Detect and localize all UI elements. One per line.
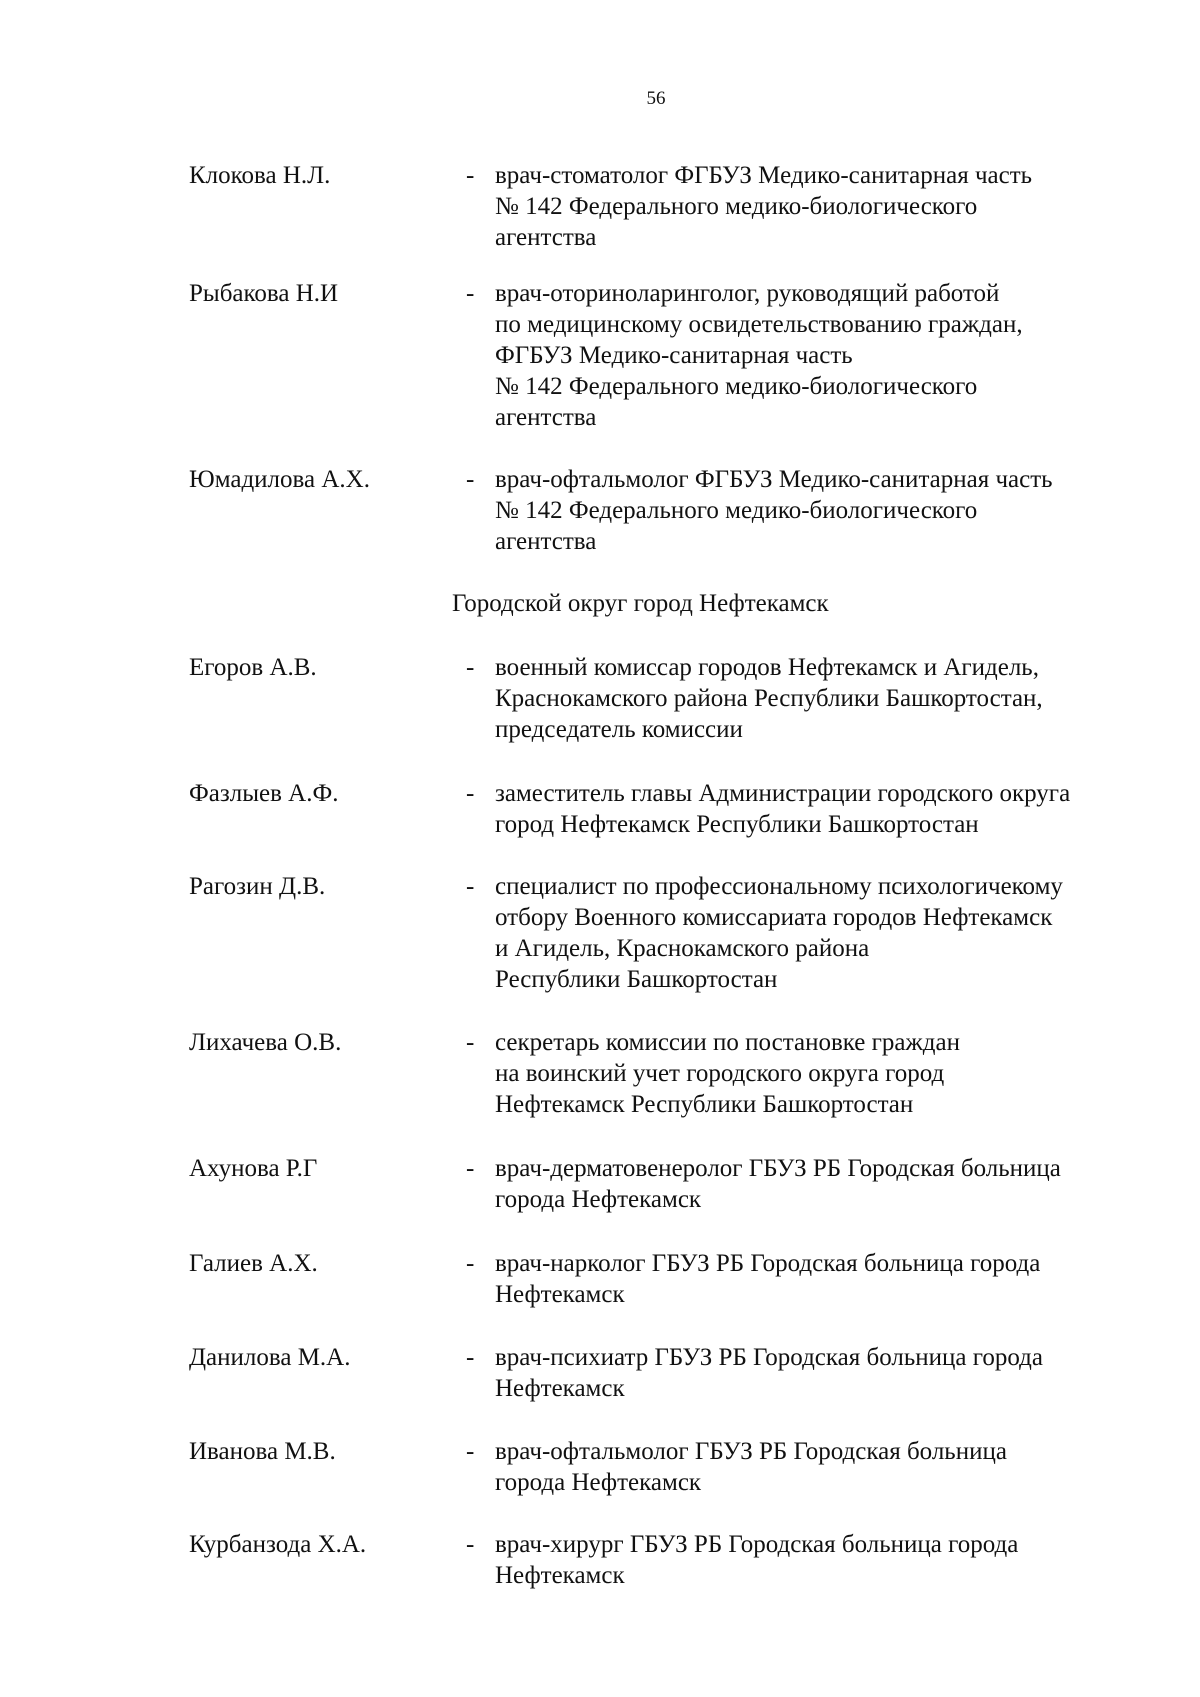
position-line: агентства: [495, 528, 597, 555]
position-line: отбору Военного комиссариата городов Нефтекамск: [495, 904, 1053, 931]
member-position: [495, 1248, 1175, 1310]
entry-dash: -: [466, 466, 475, 493]
position-line: Краснокамского района Республики Башкортостан,: [495, 685, 1043, 712]
member-position: [495, 1529, 1175, 1591]
page-number: 56: [646, 88, 666, 109]
position-line: города Нефтекамск: [495, 1186, 702, 1213]
position-line: № 142 Федерального медико-биологического: [495, 497, 978, 524]
member-name: Егоров А.В.: [189, 654, 317, 681]
position-line: Республики Башкортостан: [495, 966, 778, 993]
position-line: и Агидель, Краснокамского района: [495, 935, 870, 962]
entry-dash: -: [466, 1344, 475, 1371]
member-position: [495, 1436, 1175, 1498]
entry-dash: -: [466, 280, 475, 307]
member-name: Рыбакова Н.И: [189, 280, 339, 307]
position-line: № 142 Федерального медико-биологического: [495, 373, 978, 400]
entry-dash: -: [466, 780, 475, 807]
entry-dash: -: [466, 654, 475, 681]
member-position: [495, 1342, 1175, 1404]
position-line: врач-оториноларинголог, руководящий работой: [495, 280, 1000, 307]
entry-dash: -: [466, 1029, 475, 1056]
position-line: агентства: [495, 224, 597, 251]
position-line: ФГБУЗ Медико-санитарная часть: [495, 342, 853, 369]
member-name: Фазлыев А.Ф.: [189, 780, 339, 807]
member-name: Клокова Н.Л.: [189, 162, 331, 189]
position-line: Нефтекамск: [495, 1562, 625, 1589]
member-name: Ахунова Р.Г: [189, 1155, 318, 1182]
member-position: [495, 278, 1175, 433]
member-position: [495, 871, 1175, 995]
member-name: Рагозин Д.В.: [189, 873, 326, 900]
member-position: [495, 160, 1175, 253]
member-position: [495, 778, 1175, 840]
position-line: Нефтекамск: [495, 1375, 625, 1402]
position-line: врач-психиатр ГБУЗ РБ Городская больница города: [495, 1344, 1043, 1371]
position-line: секретарь комиссии по постановке граждан: [495, 1029, 960, 1056]
member-name: Галиев А.Х.: [189, 1250, 318, 1277]
entry-dash: -: [466, 1250, 475, 1277]
position-line: по медицинскому освидетельствованию граждан,: [495, 311, 1023, 338]
entry-dash: -: [466, 1155, 475, 1182]
position-line: города Нефтекамск: [495, 1469, 702, 1496]
position-line: Нефтекамск Республики Башкортостан: [495, 1091, 914, 1118]
position-line: врач-хирург ГБУЗ РБ Городская больница города: [495, 1531, 1019, 1558]
position-line: врач-офтальмолог ГБУЗ РБ Городская больница: [495, 1438, 1007, 1465]
position-line: военный комиссар городов Нефтекамск и Агидель,: [495, 654, 1039, 681]
member-name: Курбанзода Х.А.: [189, 1531, 367, 1558]
member-position: [495, 464, 1175, 557]
member-position: [495, 1153, 1175, 1215]
section-heading: Городской округ город Нефтекамск: [452, 590, 829, 617]
entry-dash: -: [466, 162, 475, 189]
member-name: Иванова М.В.: [189, 1438, 336, 1465]
position-line: врач-дерматовенеролог ГБУЗ РБ Городская больница: [495, 1155, 1061, 1182]
member-name: Данилова М.А.: [189, 1344, 351, 1371]
position-line: Нефтекамск: [495, 1281, 625, 1308]
entry-dash: -: [466, 873, 475, 900]
position-line: врач-офтальмолог ФГБУЗ Медико-санитарная часть: [495, 466, 1053, 493]
position-line: председатель комиссии: [495, 716, 743, 743]
member-name: Юмадилова А.Х.: [189, 466, 370, 493]
position-line: врач-стоматолог ФГБУЗ Медико-санитарная часть: [495, 162, 1033, 189]
position-line: заместитель главы Администрации городского округа: [495, 780, 1071, 807]
entry-dash: -: [466, 1438, 475, 1465]
position-line: № 142 Федерального медико-биологического: [495, 193, 978, 220]
position-line: врач-нарколог ГБУЗ РБ Городская больница города: [495, 1250, 1041, 1277]
member-position: [495, 652, 1175, 745]
position-line: на воинский учет городского округа город: [495, 1060, 945, 1087]
entry-dash: -: [466, 1531, 475, 1558]
position-line: специалист по профессиональному психологичекому: [495, 873, 1063, 900]
member-position: [495, 1027, 1175, 1120]
position-line: агентства: [495, 404, 597, 431]
member-name: Лихачева О.В.: [189, 1029, 342, 1056]
position-line: город Нефтекамск Республики Башкортостан: [495, 811, 979, 838]
